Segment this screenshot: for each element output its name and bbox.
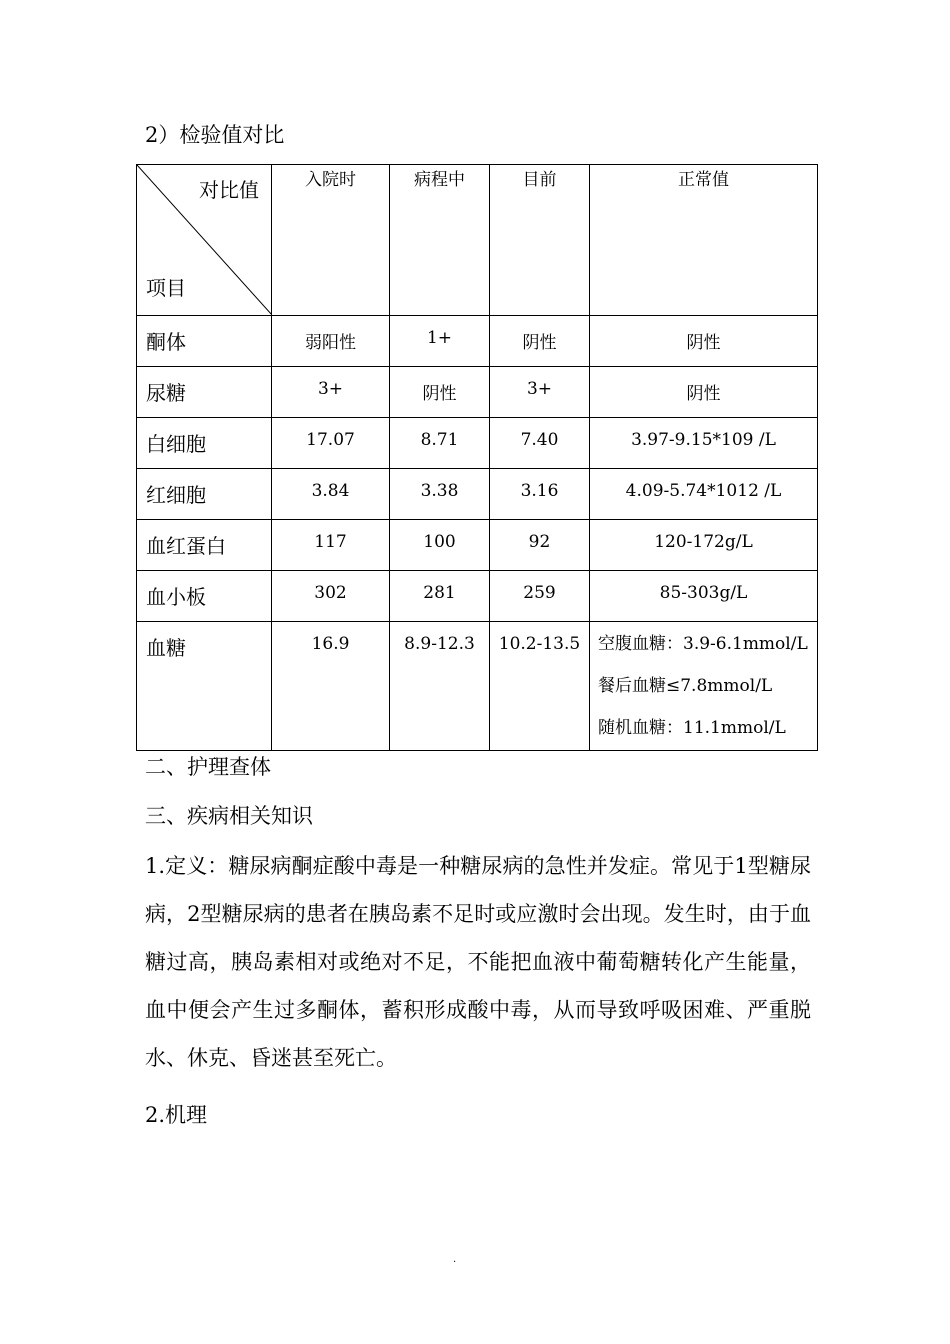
row-during: 8.71 bbox=[390, 418, 490, 469]
corner-bottom-label: 项目 bbox=[146, 276, 186, 300]
row-during: 100 bbox=[390, 520, 490, 571]
row-during: 1+ bbox=[390, 316, 490, 367]
row-admission: 302 bbox=[272, 571, 390, 622]
table-row bbox=[137, 316, 818, 367]
header-current: 目前 bbox=[490, 165, 590, 316]
postprandial-glucose-range: 餐后血糖≤7.8mmol/L bbox=[598, 676, 773, 696]
header-during: 病程中 bbox=[390, 165, 490, 316]
table-row bbox=[137, 469, 818, 520]
header-admission: 入院时 bbox=[272, 165, 390, 316]
row-normal: 阴性 bbox=[590, 316, 818, 367]
row-admission: 117 bbox=[272, 520, 390, 571]
row-item: 白细胞 bbox=[137, 418, 272, 469]
corner-top-label: 对比值 bbox=[199, 178, 259, 202]
footer-mark: . bbox=[453, 1254, 457, 1265]
row-item: 血糖 bbox=[137, 622, 272, 751]
heading-disease-knowledge: 三、疾病相关知识 bbox=[145, 804, 313, 828]
row-admission: 弱阳性 bbox=[272, 316, 390, 367]
table-row bbox=[137, 367, 818, 418]
row-during: 8.9-12.3 bbox=[390, 622, 490, 751]
table-row-glucose bbox=[137, 622, 818, 751]
row-normal: 阴性 bbox=[590, 367, 818, 418]
row-current: 259 bbox=[490, 571, 590, 622]
random-glucose-value: 随机血糖：11.1mmol/L bbox=[598, 718, 786, 738]
row-current: 3+ bbox=[490, 367, 590, 418]
row-during: 281 bbox=[390, 571, 490, 622]
row-item: 血红蛋白 bbox=[137, 520, 272, 571]
row-current: 阴性 bbox=[490, 316, 590, 367]
row-normal: 3.97-9.15*109 /L bbox=[590, 418, 818, 469]
heading-mechanism: 2.机理 bbox=[145, 1103, 208, 1127]
row-item: 血小板 bbox=[137, 571, 272, 622]
row-normal: 120-172g/L bbox=[590, 520, 818, 571]
row-normal-glucose bbox=[590, 622, 818, 751]
row-current: 3.16 bbox=[490, 469, 590, 520]
table-row bbox=[137, 418, 818, 469]
header-normal: 正常值 bbox=[590, 165, 818, 316]
row-admission: 16.9 bbox=[272, 622, 390, 751]
heading-nursing-exam: 二、护理查体 bbox=[145, 755, 271, 779]
row-current: 92 bbox=[490, 520, 590, 571]
row-admission: 3.84 bbox=[272, 469, 390, 520]
row-during: 3.38 bbox=[390, 469, 490, 520]
row-current: 10.2-13.5 bbox=[490, 622, 590, 751]
row-normal: 4.09-5.74*1012 /L bbox=[590, 469, 818, 520]
section-title: 2）检验值对比 bbox=[145, 123, 285, 147]
fasting-glucose-range: 空腹血糖：3.9-6.1mmol/L bbox=[598, 634, 808, 654]
definition-paragraph: 1.定义：糖尿病酮症酸中毒是一种糖尿病的急性并发症。常见于1型糖尿病，2型糖尿病的患者在胰岛素不足时或应激时会出现。发生时，由于血糖过高，胰岛素相对或绝对不足，不能把血液中葡萄糖转化产生能量，血中便会产生过多酮体，蓄积形成酸中毒，从而导致呼吸困难、严重脱水、休克、昏迷甚至死亡。 bbox=[145, 854, 811, 1070]
lab-comparison-table bbox=[136, 164, 818, 751]
row-item: 尿糖 bbox=[137, 367, 272, 418]
row-during: 阴性 bbox=[390, 367, 490, 418]
row-admission: 3+ bbox=[272, 367, 390, 418]
row-current: 7.40 bbox=[490, 418, 590, 469]
row-item: 红细胞 bbox=[137, 469, 272, 520]
row-item: 酮体 bbox=[137, 316, 272, 367]
row-admission: 17.07 bbox=[272, 418, 390, 469]
table-row bbox=[137, 520, 818, 571]
table-header-row bbox=[137, 165, 818, 316]
row-normal: 85-303g/L bbox=[590, 571, 818, 622]
table-row bbox=[137, 571, 818, 622]
corner-header-cell bbox=[137, 165, 272, 316]
